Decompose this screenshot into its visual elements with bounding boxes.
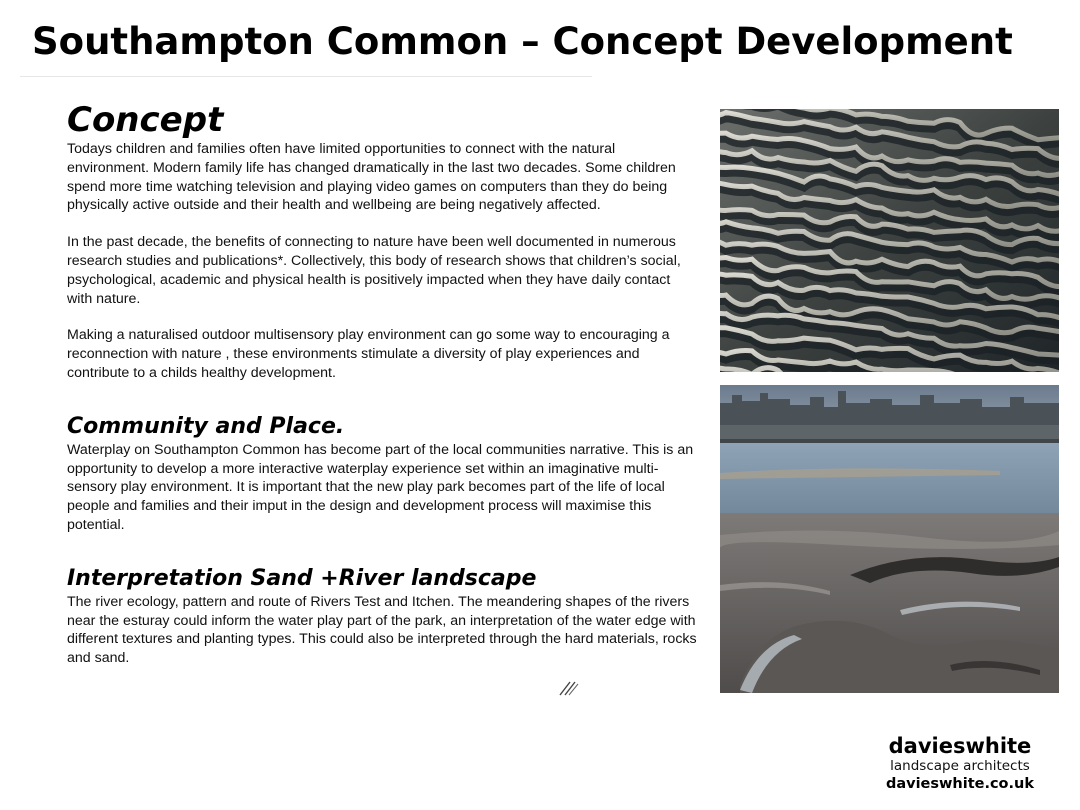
- decorative-pen-stroke: [556, 679, 586, 697]
- brand-name: davieswhite: [888, 734, 1032, 758]
- branding-block: [886, 734, 1034, 793]
- interpretation-paragraph: The river ecology, pattern and route of Rivers Test and Itchen. The meandering shapes of the rivers near the esturay could inform the water play part of the park, an interpretation of the water edge with different textures and planting types. This could also be interpreted through the hard materials, rocks and sand.: [67, 593, 697, 667]
- interpretation-heading: Interpretation Sand +River landscape: [67, 565, 537, 591]
- concept-heading: Concept: [67, 100, 224, 140]
- concept-paragraph-1: Todays children and families often have limited opportunities to connect with the natural environment. Modern family life has changed dramatically in the last two decades. Some children spend more time watching television and playing video games on computers than they do being physically active outside and their health and wellbeing are being negatively affected.: [67, 141, 676, 214]
- community-paragraph: Waterplay on Southampton Common has become part of the local communities narrative. This is an opportunity to develop a more interactive waterplay experience set within an imaginative multi-sensory play environment. It is important that the new play park becomes part of the life of local people and families and their imput in the design and development process will maximise this potential.: [67, 441, 694, 533]
- river-estuary-photo: [720, 385, 1059, 693]
- sand-ripples-photo: [720, 109, 1059, 372]
- text-content: [67, 100, 697, 668]
- concept-paragraph-2: In the past decade, the benefits of connecting to nature have been well documented in numerous research studies and publications*. Collectively, this body of research shows that children’s social, psychological, academic and physical health is positively impacted when they have daily contact with nature.: [67, 234, 681, 307]
- slide-title: Southampton Common – Concept Development: [32, 20, 1013, 63]
- brand-tagline: landscape architects: [890, 758, 1030, 774]
- community-heading: Community and Place.: [67, 413, 345, 439]
- brand-url[interactable]: davieswhite.co.uk: [885, 776, 1034, 792]
- concept-paragraph-3: Making a naturalised outdoor multisensory play environment can go some way to encouraging a reconnection with nature , these environments stimulate a diversity of play experiences and contribute to a childs healthy development.: [67, 327, 670, 381]
